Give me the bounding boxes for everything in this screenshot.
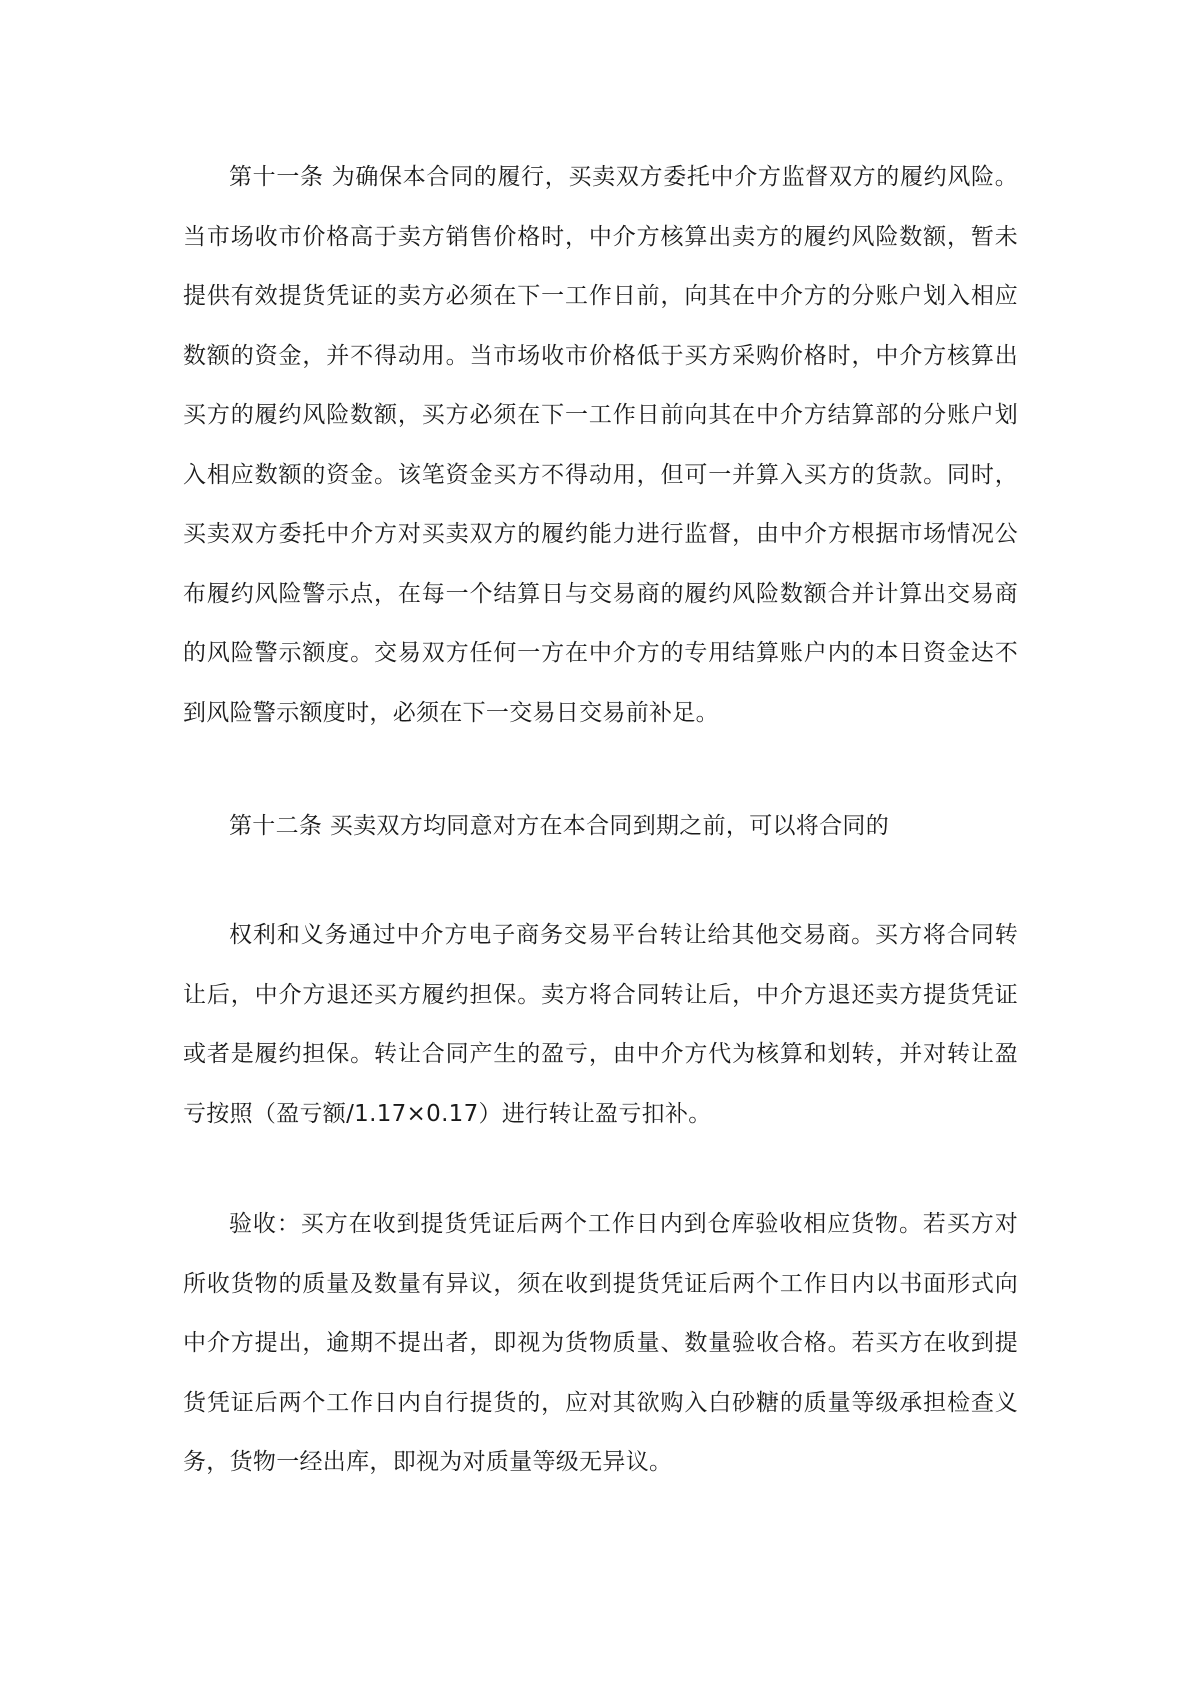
acceptance-paragraph: 验收：买方在收到提货凭证后两个工作日内到仓库验收相应货物。若买方对所收货物的质量及数量有异议，须在收到提货凭证后两个工作日内以书面形式向中介方提出，逾期不提出者，即视为货物质量、数量验收合格。若买方在收到提货凭证后两个工作日内自行提货的，应对其欲购入白砂糖的质量等级承担检查义务，货物一经出库，即视为对质量等级无异议。 — [183, 1211, 1018, 1475]
article-11-paragraph: 第十一条 为确保本合同的履行，买卖双方委托中介方监督双方的履约风险。当市场收市价格高于卖方销售价格时，中介方核算出卖方的履约风险数额，暂未提供有效提货凭证的卖方必须在下一工作日前，向其在中介方的分账户划入相应数额的资金，并不得动用。当市场收市价格低于买方采购价格时，中介方核算出买方的履约风险数额，买方必须在下一工作日前向其在中介方结算部的分账户划入相应数额的资金。该笔资金买方不得动用，但可一并算入买方的货款。同时，买卖双方委托中介方对买卖双方的履约能力进行监督，由中介方根据市场情况公布履约风险警示点，在每一个结算日与交易商的履约风险数额合并计算出交易商的风险警示额度。交易双方任何一方在中介方的专用结算账户内的本日资金达不到风险警示额度时，必须在下一交易日交易前补足。 — [183, 164, 1018, 726]
article-12-paragraph: 第十二条 买卖双方均同意对方在本合同到期之前，可以将合同的 — [229, 813, 890, 839]
transfer-paragraph: 权利和义务通过中介方电子商务交易平台转让给其他交易商。买方将合同转让后，中介方退还买方履约担保。卖方将合同转让后，中介方退还卖方提货凭证或者是履约担保。转让合同产生的盈亏，由中介方代为核算和划转，并对转让盈亏按照（盈亏额/1.17×0.17）进行转让盈亏扣补。 — [183, 922, 1018, 1127]
